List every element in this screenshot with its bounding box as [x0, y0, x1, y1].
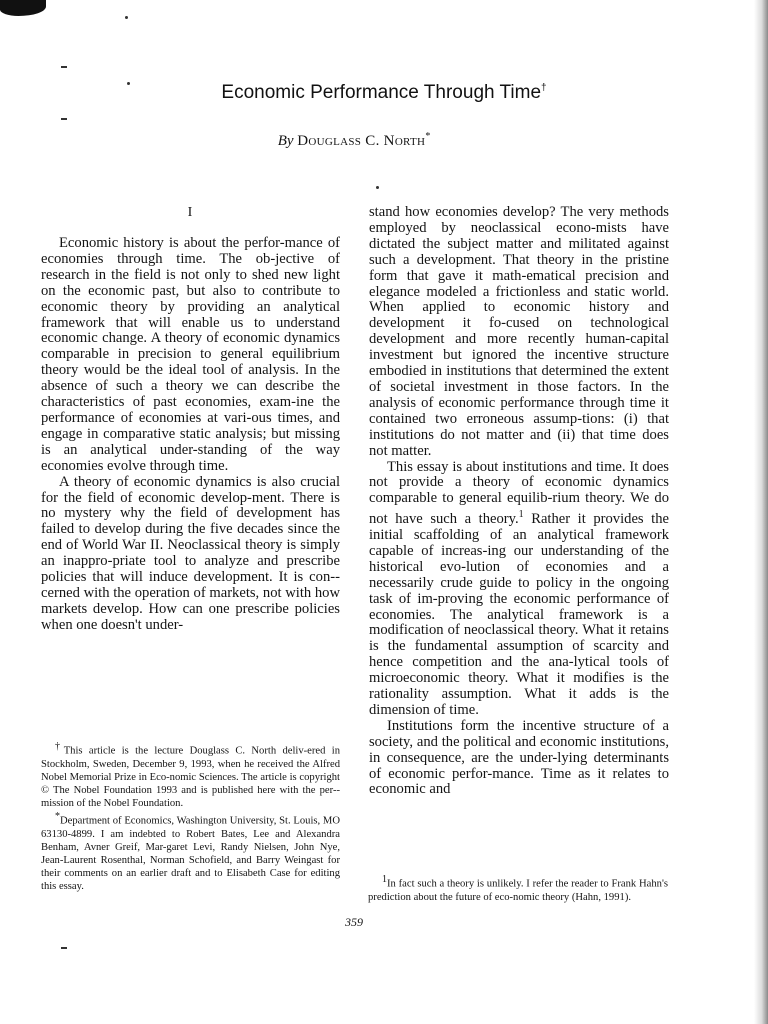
footnote-mark: * — [55, 811, 60, 822]
body-paragraph: A theory of economic dynamics is also crucial for the field of economic develop-ment. There is no mystery why the field of development has failed to develop during the five decades since the end of World War II. Neoclassical theory is simply an inappro-priate tool to analyze and prescribe policies that will induce development. It is con-cerned with the operation of markets, not with how markets develop. How can one prescribe policies when one doesn't under- — [41, 473, 340, 633]
title-footnote-mark: † — [541, 82, 547, 94]
body-paragraph: Institutions form the incentive structure of a society, and the political and economic institutions, in consequence, are the under-lying determinants of economic perfor-mance. Time as it relates to economic and — [369, 717, 669, 798]
author-byline — [0, 131, 708, 150]
body-paragraph — [369, 460, 669, 719]
scan-speck — [376, 186, 379, 189]
body-paragraph: Economic history is about the perfor-mance of economies through time. The ob-jective of research in the field is not only to shed new light on the economic past, but also to contribute to economic theory by providing an analytical framework that will enable us to understand economic change. A theory of economic dynamics comparable in precision to general equilibrium theory would be the ideal tool of analysis. In the absence of such a theory we can describe the characteristics of past economies, exam-ine the performance of economies at vari-ous times, and engage in comparative static analysis; but missing is an analytical under-standing of the way economies evolve through time. — [41, 235, 340, 474]
scan-mark — [61, 66, 67, 68]
byline-prefix: By — [277, 133, 294, 149]
footnote-mark: 1 — [382, 874, 387, 885]
footnote-text: In fact such a theory is unlikely. I refer the reader to Frank Hahn's prediction about the future of eco-nomic theory (Hahn, 1991). — [368, 878, 668, 903]
scan-mark — [61, 947, 67, 949]
footnote — [41, 810, 340, 893]
footnote — [368, 873, 668, 904]
scan-mark — [61, 118, 67, 120]
author-name: Douglass C. North — [297, 133, 426, 149]
scan-corner-blot — [0, 0, 46, 16]
section-heading: I — [187, 205, 194, 220]
author-footnote-mark: * — [425, 131, 431, 142]
footnote-text: Department of Economics, Washington University, St. Louis, MO 63130-4899. I am indebted to Robert Bates, Lee and Alexandra Benham, Avner Greif, Mar-garet Levi, Randy Nielsen, John Nye, Jean-Laurent Rosenthal, Norman Schofield, and Barry Weingast for their comments on an earlier draft and to Elisabeth Case for editing this essay. — [41, 815, 340, 892]
left-column — [41, 236, 340, 634]
footnotes-left — [41, 740, 340, 893]
footnote-reference-1: 1 — [518, 509, 524, 521]
right-column — [369, 205, 669, 798]
footnotes-right — [368, 873, 668, 904]
paragraph-text: Rather it provides the initial scaffolding of an analytical framework capable of increas-ing our understanding of the historical evo-lution of economies and a necessarily crude guide to policy in the ongoing task of im-proving the economic performance of economies. The analytical framework is a modification of neoclassical theory. What it retains is the fundamental assumption of scarcity and hence competition and the ana-lytical tools of microeconomic theory. What it modifies is the rationality assumption. What it adds is the dimension of time. — [369, 511, 669, 718]
footnote-text: This article is the lecture Douglass C. North deliv-ered in Stockholm, Sweden, December 9, 1993, when he received the Alfred Nobel Memorial Prize in Eco-nomic Sciences. The article is copyright © The Nobel Foundation 1993 and is published here with the per-mission of the Nobel Foundation. — [41, 745, 341, 809]
paragraph-text: This essay is about institutions and time. It does not provide a theory of economic dynamics comparable to general equilib-rium theory. We do not have such a theory. — [369, 458, 669, 528]
footnote — [41, 740, 340, 810]
page-number: 359 — [345, 915, 363, 929]
article-title-text: Economic Performance Through Time — [221, 82, 542, 103]
footnote-mark: † — [55, 741, 64, 752]
article-title — [0, 82, 768, 104]
body-paragraph-continuation: stand how economies develop? The very methods employed by neoclassical econo-mists have dictated the subject matter and militated against such a development. That theory in the pristine form that gave it math-ematical precision and elegance modeled a frictionless and static world. When applied to economic history and development it fo-cused on technological development and more recently human-capital investment but ignored the incentive structure embodied in institutions that determined the extent of societal investment in those factors. In the analysis of economic performance through time it contained two erroneous assump-tions: (i) that institutions do not matter and (ii) that time does not matter. — [369, 204, 669, 459]
scan-page-edge — [754, 0, 768, 1024]
scan-speck — [125, 16, 128, 19]
